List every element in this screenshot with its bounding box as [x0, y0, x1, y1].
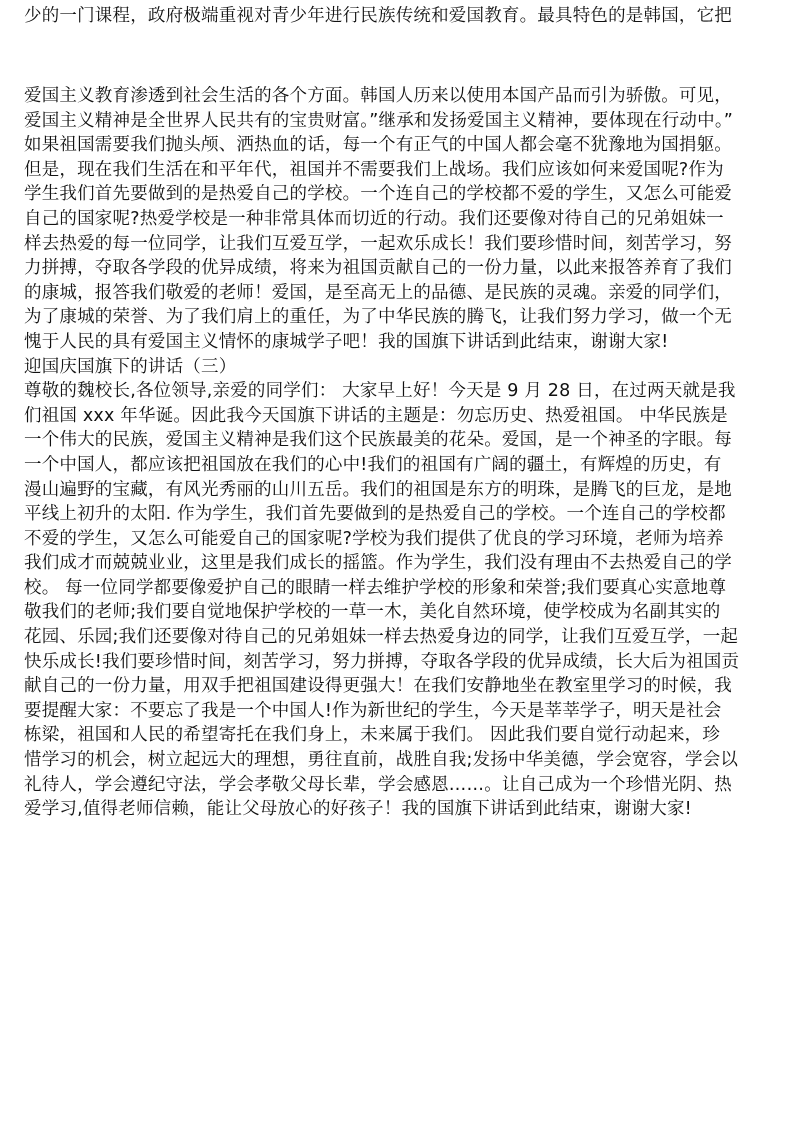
text-line: 们祖国 xxx 年华诞。因此我今天国旗下讲话的主题是：勿忘历史、热爱祖国。 中华民族是 — [24, 405, 728, 426]
text-line: 如果祖国需要我们抛头颅、洒热血的话，每一个有正气的中国人都会毫不犹豫地为国捐躯。 — [24, 135, 732, 156]
text-line: 栋梁，祖国和人民的希望寄托在我们身上，未来属于我们。 因此我们要自觉行动起来，珍 — [24, 725, 721, 746]
text-line: 少的一门课程，政府极端重视对青少年进行民族传统和爱国教育。最具特色的是韩国，它把 — [24, 6, 732, 26]
text-line: 爱国主义教育渗透到社会生活的各个方面。韩国人历来以使用本国产品而引为骄傲。可见， — [24, 86, 732, 106]
text-line: 一个中国人，都应该把祖国放在我们的心中!我们的祖国有广阔的疆土，有辉煌的历史，有 — [24, 454, 722, 475]
text-line: 礼待人，学会遵纪守法，学会孝敬父母长辈，学会感恩……。让自己成为一个珍惜光阴、热 — [24, 774, 732, 795]
text-line: 的康城，报答我们敬爱的老师！爱国，是至高无上的品德、是民族的灵魂。亲爱的同学们， — [24, 282, 732, 303]
text-line: 敬我们的老师;我们要自觉地保护学校的一草一木，美化自然环境，使学校成为名副其实的 — [24, 602, 721, 623]
text-line: 爱国主义精神是全世界人民共有的宝贵财富。”继承和发扬爱国主义精神，要体现在行动中。” — [24, 110, 734, 131]
text-line: 要提醒大家：不要忘了我是一个中国人!作为新世纪的学生，今天是莘莘学子，明天是社会 — [24, 700, 722, 721]
text-line: 平线上初升的太阳. 作为学生，我们首先要做到的是热爱自己的学校。一个连自己的学校都 — [24, 504, 726, 525]
text-line: 但是，现在我们生活在和平年代，祖国并不需要我们上战场。我们应该如何来爱国呢?作为 — [24, 159, 724, 180]
text-line: 爱学习,值得老师信赖，能让父母放心的好孩子！我的国旗下讲话到此结束，谢谢大家! — [24, 799, 692, 820]
text-line: 为了康城的荣誉、为了我们肩上的重任，为了中华民族的腾飞，让我们努力学习，做一个无 — [24, 307, 732, 328]
paragraph-main — [24, 84, 776, 822]
text-line: 样去热爱的每一位同学，让我们互爱互学，一起欢乐成长！我们要珍惜时间，刻苦学习，努 — [24, 233, 732, 254]
text-line: 快乐成长!我们要珍惜时间，刻苦学习，努力拼搏，夺取各学段的优异成绩，长大后为祖国贡 — [24, 651, 740, 672]
text-line: 校。 每一位同学都要像爱护自己的眼睛一样去维护学校的形象和荣誉;我们要真心实意地尊 — [24, 577, 727, 598]
text-line: 献自己的一份力量，用双手把祖国建设得更强大！在我们安静地坐在教室里学习的时候，我 — [24, 676, 732, 697]
text-line: 力拼搏，夺取各学段的优异成绩，将来为祖国贡献自己的一份力量，以此来报答养育了我们 — [24, 258, 732, 279]
section-heading: 迎国庆国旗下的讲话（三） — [24, 356, 237, 377]
text-line: 学生我们首先要做到的是热爱自己的学校。一个连自己的学校都不爱的学生，又怎么可能爱 — [24, 184, 732, 205]
text-line: 自己的国家呢?热爱学校是一种非常具体而切近的行动。我们还要像对待自己的兄弟姐妹一 — [24, 208, 724, 229]
text-line: 一个伟大的民族，爱国主义精神是我们这个民族最美的花朵。爱国，是一个神圣的字眼。每 — [24, 430, 732, 451]
text-line: 尊敬的魏校长,各位领导,亲爱的同学们： 大家早上好！今天是 9 月 28 日，在过两天就是我 — [24, 381, 736, 402]
text-line: 不爱的学生，又怎么可能爱自己的国家呢?学校为我们提供了优良的学习环境，老师为培养 — [24, 528, 724, 549]
text-line: 我们成才而兢兢业业，这里是我们成长的摇篮。作为学生，我们没有理由不去热爱自己的学 — [24, 553, 732, 574]
paragraph-top — [24, 4, 776, 29]
text-line: 愧于人民的具有爱国主义情怀的康城学子吧！我的国旗下讲话到此结束，谢谢大家! — [24, 331, 669, 352]
text-line: 漫山遍野的宝藏，有风光秀丽的山川五岳。我们的祖国是东方的明珠，是腾飞的巨龙，是地 — [24, 479, 732, 500]
text-line: 惜学习的机会，树立起远大的理想，勇往直前，战胜自我;发扬中华美德，学会宽容，学会以 — [24, 750, 739, 771]
text-line: 花园、乐园;我们还要像对待自己的兄弟姐妹一样去热爱身边的同学，让我们互爱互学，一起 — [24, 627, 739, 648]
